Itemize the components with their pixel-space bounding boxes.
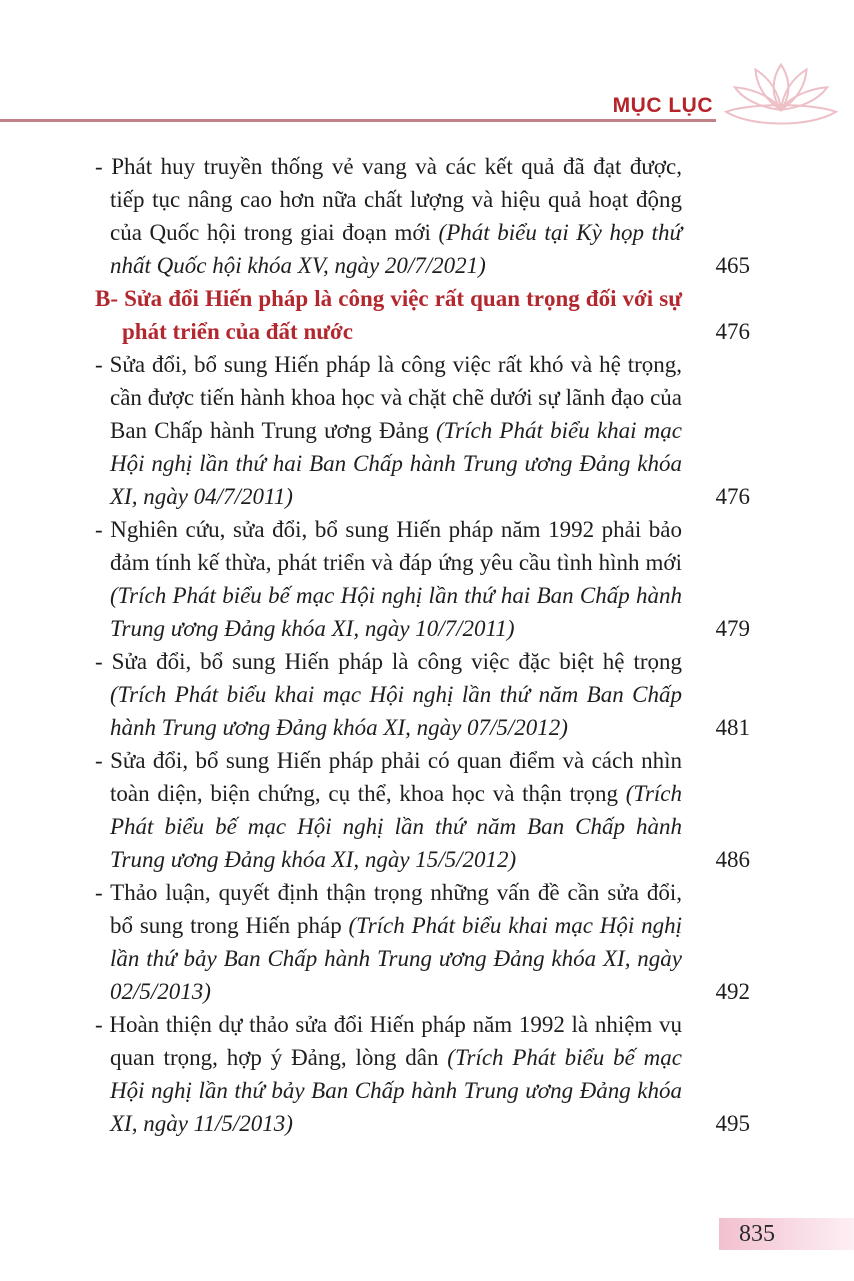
toc-entry-citation: (Trích Phát biểu bế mạc Hội nghị lần thứ hai Ban Chấp hành Trung ương Đảng khóa XI, ngày 10/7/2011) — [110, 583, 682, 641]
toc-entry-prefix: - — [95, 352, 110, 377]
toc-entry-citation: (Trích Phát biểu bế mạc Hội nghị lần thứ bảy Ban Chấp hành Trung ương Đảng khóa XI, ngày 11/5/2013) — [110, 1045, 682, 1136]
toc-entry-title: Sửa đổi, bổ sung Hiến pháp là công việc rất khó và hệ trọng, cần được tiến hành khoa học và chặt chẽ dưới sự lãnh đạo của Ban Chấp hành Trung ương Đảng — [109, 352, 682, 443]
toc-entry-page-number: 495 — [715, 1111, 750, 1136]
toc-entry — [95, 645, 750, 744]
toc-entry-prefix: B- — [95, 286, 125, 311]
toc-entry — [95, 282, 750, 348]
toc-entry-text — [95, 150, 750, 282]
toc-entry-text — [95, 645, 750, 744]
toc-entry-text — [95, 876, 750, 1008]
toc-entry-title: Hoàn thiện dự thảo sửa đổi Hiến pháp năm 1992 là nhiệm vụ quan trọng, hợp ý Đảng, lòng dân — [109, 1012, 682, 1070]
toc-entry-prefix: - — [95, 517, 111, 542]
toc-entry-text — [95, 282, 750, 348]
page-number: 835 — [739, 1220, 775, 1247]
lotus-icon — [722, 60, 840, 134]
toc-entry-citation: (Trích Phát biểu bế mạc Hội nghị lần thứ năm Ban Chấp hành Trung ương Đảng khóa XI, ngày 15/5/2012) — [110, 781, 682, 872]
toc-entry — [95, 876, 750, 1008]
toc-entry-title: Thảo luận, quyết định thận trọng những vấn đề cần sửa đổi, bổ sung trong Hiến pháp — [110, 880, 682, 938]
toc-entry-page-number: 465 — [715, 253, 750, 278]
toc-entry — [95, 1008, 750, 1140]
toc-entry-prefix: - — [95, 154, 112, 179]
toc-entry-prefix: - — [95, 880, 111, 905]
toc-entry — [95, 513, 750, 645]
page-number-badge — [719, 1218, 854, 1250]
toc-entry-prefix: - — [95, 1012, 110, 1037]
toc-entry-page-number: 479 — [715, 616, 750, 641]
toc-entry-page-number: 486 — [715, 847, 750, 872]
toc-entry-text — [95, 348, 750, 513]
toc-entry-title: Nghiên cứu, sửa đổi, bổ sung Hiến pháp năm 1992 phải bảo đảm tính kế thừa, phát triển và đáp ứng yêu cầu tình hình mới — [110, 517, 682, 575]
toc-entry-page-number: 476 — [715, 484, 750, 509]
toc-list — [95, 150, 750, 1140]
toc-entry-prefix: - — [95, 748, 111, 773]
toc-entry-citation: (Phát biểu tại Kỳ họp thứ nhất Quốc hội khóa XV, ngày 20/7/2021) — [110, 220, 682, 278]
toc-entry-citation: (Trích Phát biểu khai mạc Hội nghị lần thứ bảy Ban Chấp hành Trung ương Đảng khóa XI, ngày 02/5/2013) — [110, 913, 683, 1004]
toc-entry-prefix: - — [95, 649, 112, 674]
toc-entry-page-number: 492 — [715, 979, 750, 1004]
toc-entry-title: Sửa đổi, bổ sung Hiến pháp phải có quan điểm và cách nhìn toàn diện, biện chứng, cụ thể, khoa học và thận trọng — [110, 748, 682, 806]
toc-entry-page-number: 481 — [715, 715, 750, 740]
page-title: MỤC LỤC — [612, 94, 713, 117]
toc-entry-text — [95, 1008, 750, 1140]
toc-entry — [95, 150, 750, 282]
toc-entry-citation: (Trích Phát biểu khai mạc Hội nghị lần thứ năm Ban Chấp hành Trung ương Đảng khóa XI, ngày 07/5/2012) — [110, 682, 682, 740]
toc-entry — [95, 744, 750, 876]
toc-entry-page-number: 476 — [715, 319, 750, 344]
header-rule — [0, 119, 716, 122]
toc-entry-text — [95, 513, 750, 645]
toc-entry-text — [95, 744, 750, 876]
toc-entry-citation: (Trích Phát biểu khai mạc Hội nghị lần thứ hai Ban Chấp hành Trung ương Đảng khóa XI, ngày 04/7/2011) — [110, 418, 682, 509]
toc-entry — [95, 348, 750, 513]
toc-entry-title: Sửa đổi Hiến pháp là công việc rất quan trọng đối với sự phát triển của đất nước — [122, 286, 683, 344]
toc-entry-title: Phát huy truyền thống vẻ vang và các kết quả đã đạt được, tiếp tục nâng cao hơn nữa chất lượng và hiệu quả hoạt động của Quốc hội trong giai đoạn mới — [110, 154, 682, 245]
toc-entry-title: Sửa đổi, bổ sung Hiến pháp là công việc đặc biệt hệ trọng — [111, 649, 682, 674]
